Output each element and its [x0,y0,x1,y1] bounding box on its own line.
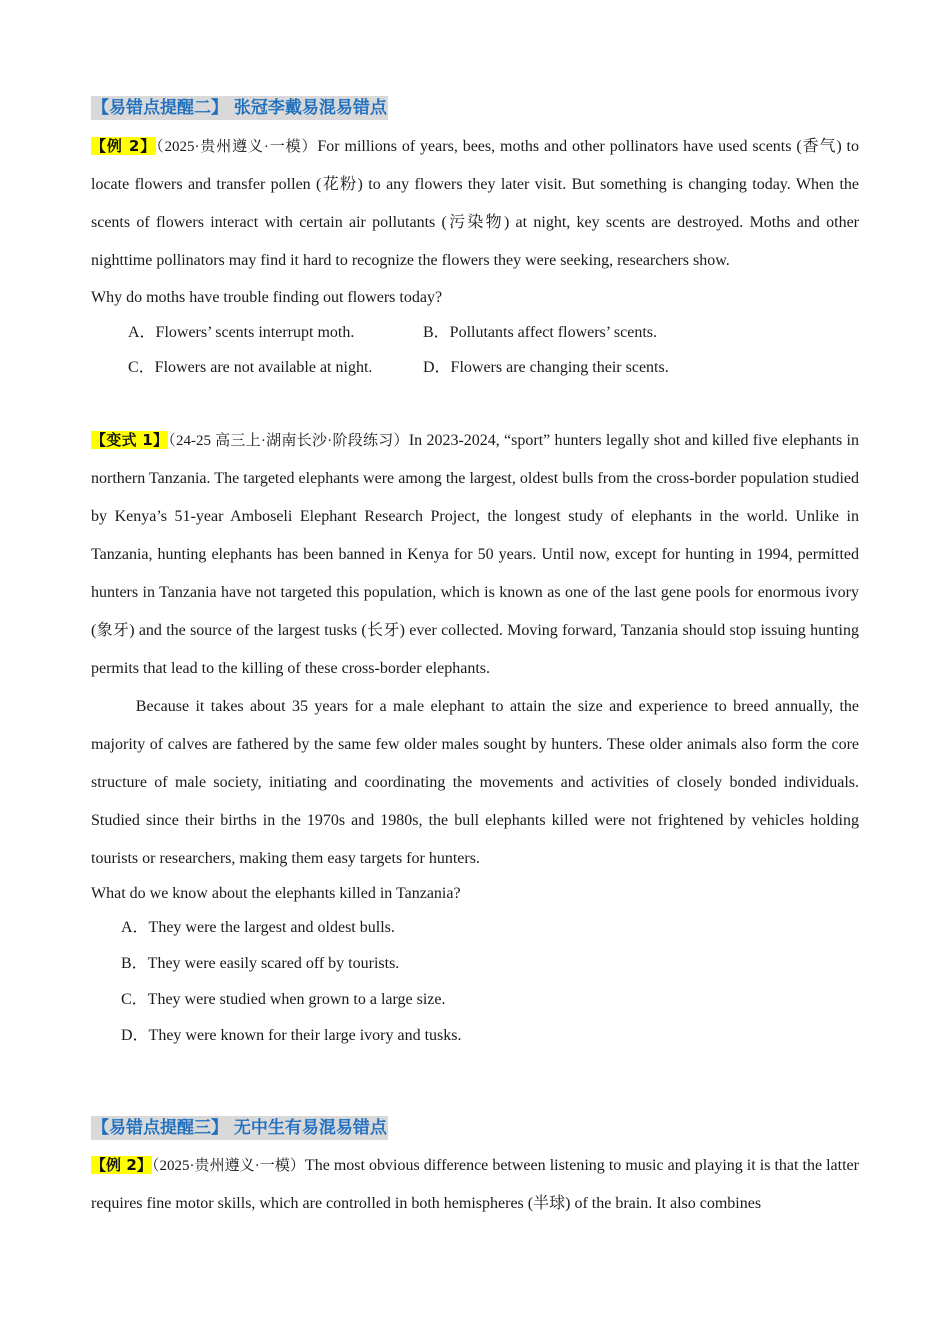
passage-text: In 2023-2024, “sport” hunters legally shot and killed five elephants in northern Tanzania. The targeted elephants were among the largest, oldest bulls from the cross-border population studied by Kenya’s 51-year Amboseli Elephant Research Project, the longest study of elephants in the world. Unlike in Tanzania, hunting elephants has been banned in Kenya for 50 years. Until now, except for hunting in 1994, permitted hunters in Tanzania have not targeted this population, which is known as one of the last gene pools for enormous ivory (象牙) and the source of the largest tusks (长牙) ever collected. Moving forward, Tanzania should stop issuing hunting permits that lead to the killing of these cross-border elephants. [91,432,859,677]
option-a: A．They were the largest and oldest bulls. [121,919,395,936]
variant-tag: 【变式 1】 [91,431,169,449]
options-row [128,315,859,350]
question-text: Why do moths have trouble finding out flowers today? [91,289,443,306]
source-label: （2025·贵州遵义·一模） [151,1158,305,1174]
option-c: C．They were studied when grown to a large size. [121,991,446,1008]
options-row [128,350,859,385]
example-tag: 【例 2】 [91,1156,152,1174]
example-2-passage [91,127,859,280]
options-list [121,910,859,1054]
passage-text: The most obvious difference between listening to music and playing it is that the latter requires fine motor skills, which are controlled in both hemispheres (半球) of the brain. It also combines [91,1157,859,1212]
option-d: D．They were known for their large ivory and tusks. [121,1027,462,1044]
section-heading-text: 【易错点提醒二】 张冠李戴易混易错点 [92,98,387,118]
document-content [91,96,859,1223]
source-label: （2025·贵州遵义·一模） [156,139,318,155]
variant-1-paragraph-1 [91,421,859,688]
variant-1-paragraph-2: Because it takes about 35 years for a male elephant to attain the size and experience to breed annually, the majority of calves are fathered by the same few older males sought by hunters. These older animals also form the core structure of male society, initiating and coordinating the movements and activities of closely bonded individuals. Studied since their births in the 1970s and 1980s, the bull elephants killed were not frightened by vehicles holding tourists or researchers, making them easy targets for hunters. [91,698,859,867]
option-a: A．Flowers’ scents interrupt moth. [128,324,355,341]
question-text: What do we know about the elephants killed in Tanzania? [91,885,461,902]
option-c: C．Flowers are not available at night. [128,359,373,376]
example-tag: 【例 2】 [91,137,157,155]
options-block [91,315,859,385]
section-heading-text: 【易错点提醒三】 无中生有易混易错点 [92,1118,387,1138]
option-d: D．Flowers are changing their scents. [423,359,669,376]
option-b: B．Pollutants affect flowers’ scents. [423,324,658,341]
section-heading-2 [91,96,859,120]
source-label: （24-25 高三上·湖南长沙·阶段练习） [168,433,409,449]
example-2-passage-section-3 [91,1146,859,1223]
option-b: B．They were easily scared off by tourists. [121,955,400,972]
section-heading-3 [91,1116,859,1140]
passage-text: For millions of years, bees, moths and other pollinators have used scents (香气) to locate flowers and transfer pollen (花粉) to any flowers they later visit. But something is changing today. When the scents of flowers interact with certain air pollutants (污染物) at night, key scents are destroyed. Moths and other nighttime pollinators may find it hard to recognize the flowers they were seeking, researchers show. [91,138,859,269]
